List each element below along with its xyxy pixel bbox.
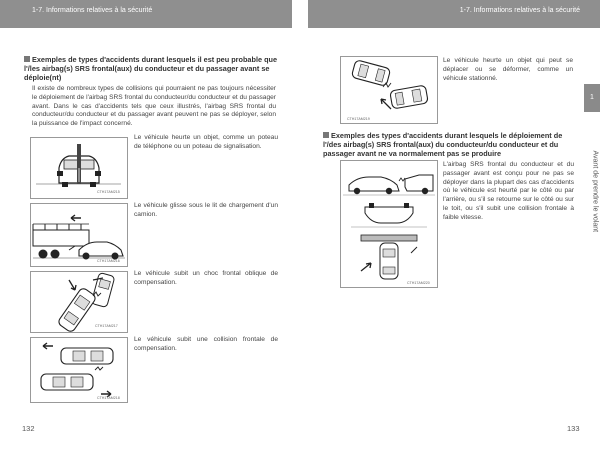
figure-offset-collision (30, 337, 128, 403)
right-section-title-text: Exemples des types d'accidents durant lesquels le déploiement de l'/des airbag(s) SRS frontal(aux) du conducteur/du conducteur et du passager avant ne va normalement pas se produire (323, 131, 563, 158)
figure-code: CTH17AM220 (407, 281, 430, 285)
figure-truck-underride (30, 203, 128, 267)
figure-code: CTH17AM216 (97, 259, 120, 263)
left-intro-paragraph: Il existe de nombreux types de collisions qui pourraient ne pas toujours nécessiter le déploiement de l'airbag SRS frontal du conducteur/du conducteur et du passager avant. Dans le cas d'accidents tels que ceux illustrés, l'airbag SRS frontal du conducteur/du conducteur et du passager avant peuvent ne pas se déployer, selon la puissance de l'impact concerné. (32, 85, 276, 128)
figure-non-deploy-cases (340, 160, 438, 288)
pole-collision-icon (31, 138, 127, 198)
figure-caption-truck: Le véhicule glisse sous le lit de chargement d'un camion. (134, 202, 278, 218)
figure-code: CTH17AM218 (97, 396, 120, 400)
page-number-left: 132 (22, 424, 35, 433)
figure-caption-oblique: Le véhicule subit un choc frontal oblique de compensation. (134, 270, 278, 286)
right-header-title: 1-7. Informations relatives à la sécurité (459, 7, 580, 14)
figure-code: CTH17AM215 (97, 190, 120, 194)
page-number-right: 133 (567, 424, 580, 433)
figure-caption-parked: Le véhicule heurte un objet qui peut se déplacer ou se déformer, comme un véhicule stationné. (443, 57, 573, 82)
left-page-header (0, 0, 292, 28)
left-header-title: 1-7. Informations relatives à la sécurité (32, 7, 153, 14)
truck-underride-icon (31, 204, 127, 266)
figure-caption-pole: Le véhicule heurte un objet, comme un poteau de téléphone ou un poteau de signalisation. (134, 134, 278, 150)
chapter-title: Avant de prendre le volant (591, 150, 599, 233)
figure-code: CTH17AM219 (347, 117, 370, 121)
figure-caption-offset: Le véhicule subit une collision frontale de compensation. (134, 336, 278, 352)
chapter-tab: 1 (584, 84, 600, 112)
right-body-paragraph: L'airbag SRS frontal du conducteur et du passager avant est conçu pour ne pas se déployer dans la plupart des cas d'accidents où le véhicule est heurté par le côté ou par l'arrière, ou s'il se retourne sur le côté ou sur le toit, ou s'il subit une collision frontale à faible vitesse. (443, 161, 574, 221)
figure-oblique-collision (30, 271, 128, 333)
offset-collision-icon (31, 338, 127, 402)
section-bullet-icon (323, 132, 329, 138)
oblique-collision-icon (31, 272, 127, 332)
right-page-header (308, 0, 600, 28)
figure-parked-vehicle (340, 56, 438, 124)
non-deploy-cases-icon (341, 161, 437, 287)
figure-pole-collision (30, 137, 128, 199)
figure-code: CTH17AM217 (95, 324, 118, 328)
section-bullet-icon (24, 56, 30, 62)
left-section-title (24, 55, 280, 82)
parked-vehicle-icon (341, 57, 437, 123)
right-section-title (323, 131, 576, 158)
left-section-title-text: Exemples de types d'accidents durant lesquels il est peu probable que l'/les airbag(s) SRS frontal(aux) du conducteur et du passager avant se déploie(nt) (24, 55, 278, 82)
